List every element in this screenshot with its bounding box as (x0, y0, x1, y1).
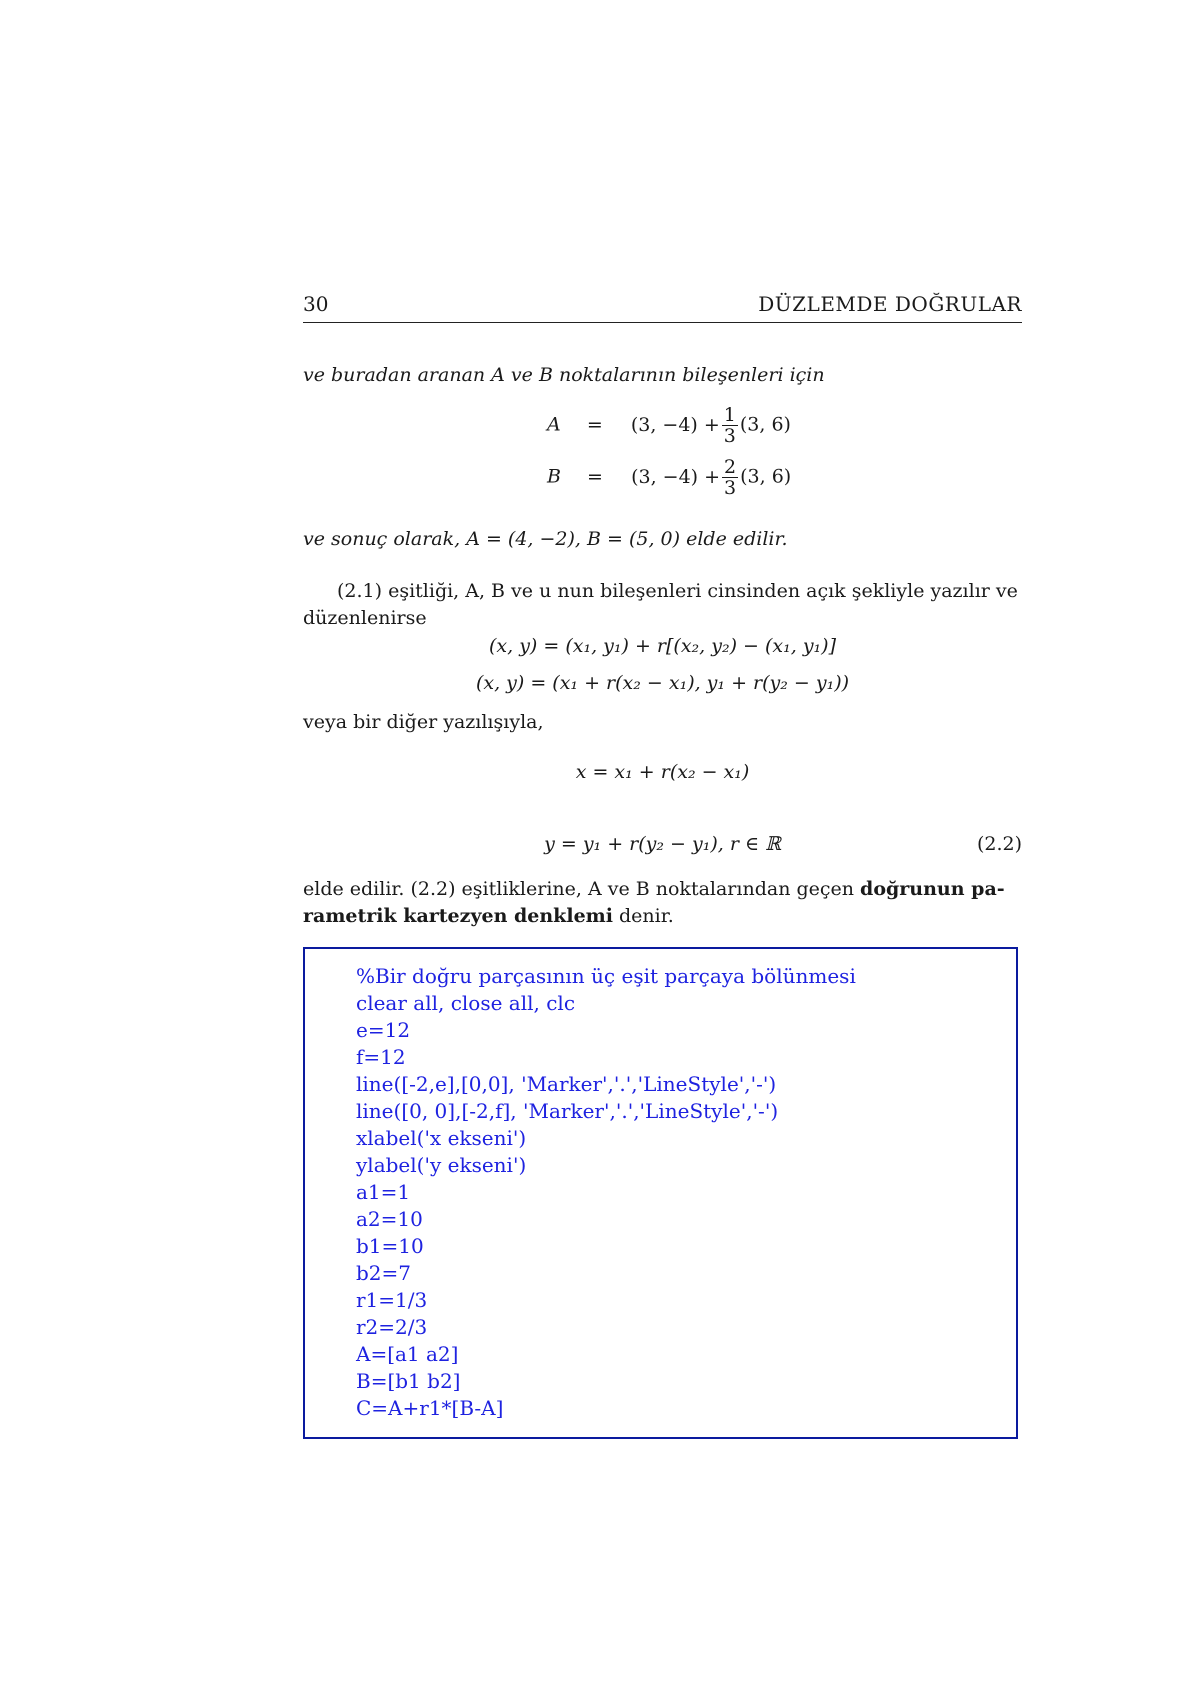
vector-equation-2: (x, y) = (x₁ + r(x₂ − x₁), y₁ + r(y₂ − y₁)) (475, 672, 850, 694)
code-line: b1=10 (356, 1234, 424, 1258)
eq-a-den: 3 (723, 425, 736, 447)
eq-a-fraction (722, 405, 738, 446)
result-line: ve sonuç olarak, A = (4, −2), B = (5, 0) elde edilir. (303, 528, 788, 550)
code-line: a2=10 (356, 1207, 423, 1231)
paragraph-2-line-1 (303, 876, 1022, 903)
paragraph-1-line-1: (2.1) eşitliği, A, B ve u nun bileşenleri cinsinden açık şekliyle yazılır ve (337, 580, 1018, 602)
eq-b-base: (3, −4) + (631, 465, 721, 488)
code-line: xlabel('x ekseni') (356, 1126, 527, 1150)
code-line: clear all, close all, clc (356, 991, 576, 1015)
eq-a-base: (3, −4) + (630, 413, 720, 436)
chapter-title: DÜZLEMDE DOĞRULAR (758, 292, 1022, 316)
eq-a-tail: (3, 6) (739, 413, 791, 436)
code-line: %Bir doğru parçasının üç eşit parçaya bölünmesi (356, 964, 856, 988)
code-line: B=[b1 b2] (356, 1369, 461, 1393)
eq-b-tail: (3, 6) (740, 465, 792, 488)
code-line: line([0, 0],[-2,f], 'Marker','.','LineStyle','-') (356, 1099, 779, 1123)
paragraph-2-bold-b: rametrik kartezyen denklemi (303, 905, 613, 927)
code-line: A=[a1 a2] (356, 1342, 459, 1366)
eq-b-lhs: B (547, 465, 561, 488)
paragraph-1-line-2: düzenlenirse (303, 607, 427, 629)
eq-a-equals: = (586, 413, 603, 436)
header-rule (303, 322, 1022, 323)
code-line: C=A+r1*[B-A] (356, 1396, 504, 1420)
code-line: ylabel('y ekseni') (356, 1153, 527, 1177)
paragraph-2-text-a: elde edilir. (2.2) eşitliklerine, A ve B noktalarından geçen (303, 878, 861, 900)
code-line: a1=1 (356, 1180, 411, 1204)
intro-line: ve buradan aranan A ve B noktalarının bileşenleri için (303, 364, 825, 386)
vector-equation-1: (x, y) = (x₁, y₁) + r[(x₂, y₂) − (x₁, y₁)] (488, 635, 837, 657)
paragraph-2-line-2 (303, 903, 1022, 930)
alt-line: veya bir diğer yazılışıyla, (303, 711, 544, 733)
equation-x: x = x₁ + r(x₂ − x₁) (575, 761, 750, 783)
code-line: r2=2/3 (356, 1315, 428, 1339)
paragraph-2-text-b: denir. (612, 905, 674, 927)
code-line: b2=7 (356, 1261, 412, 1285)
eq-b-equals: = (587, 465, 603, 488)
eq-b-den: 3 (724, 477, 737, 499)
paragraph-2-bold-a: doğrunun pa- (860, 878, 1005, 900)
equation-a (547, 405, 791, 446)
eq-b-num: 2 (724, 456, 737, 478)
equation-b (547, 457, 791, 498)
equation-y-row (303, 831, 1022, 858)
code-line: e=12 (356, 1018, 411, 1042)
eq-a-lhs: A (547, 413, 561, 436)
code-line: f=12 (356, 1045, 406, 1069)
equation-number: (2.2) (976, 833, 1022, 855)
code-line: r1=1/3 (356, 1288, 428, 1312)
equation-y: y = y₁ + r(y₂ − y₁), r ∈ ℝ (544, 833, 781, 855)
eq-a-num: 1 (723, 404, 736, 426)
page-number: 30 (303, 292, 329, 316)
code-line: line([-2,e],[0,0], 'Marker','.','LineStyle','-') (356, 1072, 777, 1096)
eq-b-fraction (722, 457, 738, 498)
